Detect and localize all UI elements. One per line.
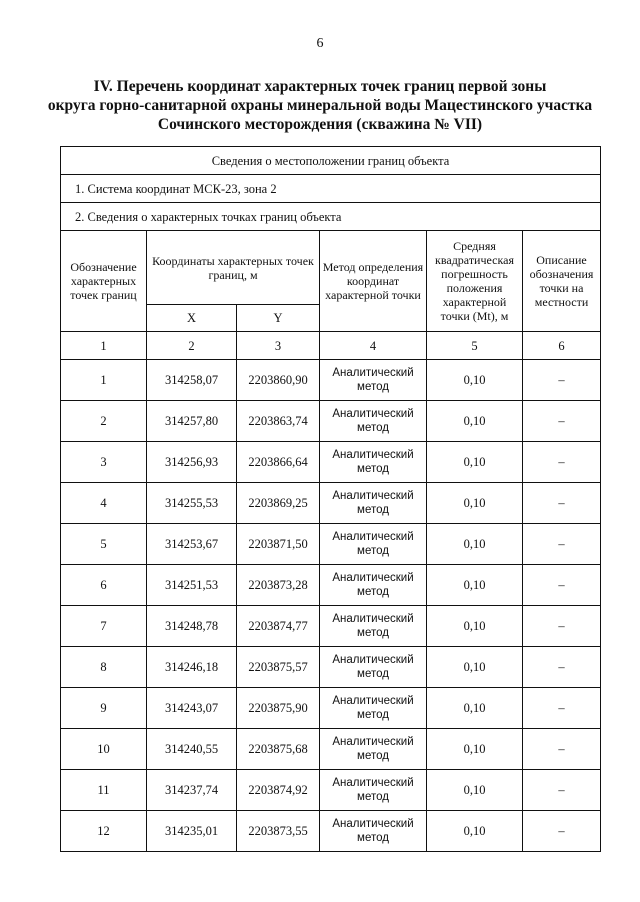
column-number: 6 bbox=[523, 332, 601, 360]
cell-y: 2203873,55 bbox=[237, 811, 320, 852]
cell-point: 7 bbox=[61, 606, 147, 647]
cell-description: – bbox=[523, 401, 601, 442]
cell-rms: 0,10 bbox=[427, 647, 523, 688]
table-row bbox=[61, 606, 601, 647]
cell-x: 314251,53 bbox=[147, 565, 237, 606]
header-coordinates: Координаты характерных точек границ, м bbox=[147, 231, 320, 305]
column-number: 5 bbox=[427, 332, 523, 360]
cell-x: 314237,74 bbox=[147, 770, 237, 811]
cell-description: – bbox=[523, 483, 601, 524]
cell-rms: 0,10 bbox=[427, 729, 523, 770]
cell-point: 9 bbox=[61, 688, 147, 729]
cell-y: 2203875,90 bbox=[237, 688, 320, 729]
table-row bbox=[61, 360, 601, 401]
cell-description: – bbox=[523, 360, 601, 401]
cell-y: 2203863,74 bbox=[237, 401, 320, 442]
heading-line-1: IV. Перечень координат характерных точек границ первой зоны bbox=[93, 78, 547, 95]
cell-description: – bbox=[523, 606, 601, 647]
cell-point: 12 bbox=[61, 811, 147, 852]
column-number: 1 bbox=[61, 332, 147, 360]
cell-x: 314248,78 bbox=[147, 606, 237, 647]
cell-x: 314257,80 bbox=[147, 401, 237, 442]
table-row bbox=[61, 811, 601, 852]
cell-point: 2 bbox=[61, 401, 147, 442]
cell-rms: 0,10 bbox=[427, 524, 523, 565]
table-row bbox=[61, 565, 601, 606]
cell-description: – bbox=[523, 811, 601, 852]
cell-rms: 0,10 bbox=[427, 770, 523, 811]
table-row bbox=[61, 401, 601, 442]
cell-y: 2203875,68 bbox=[237, 729, 320, 770]
column-number: 3 bbox=[237, 332, 320, 360]
coordinate-system: 1. Система координат МСК-23, зона 2 bbox=[61, 175, 601, 203]
cell-rms: 0,10 bbox=[427, 483, 523, 524]
cell-method: Аналитический метод bbox=[320, 483, 427, 524]
cell-y: 2203873,28 bbox=[237, 565, 320, 606]
cell-rms: 0,10 bbox=[427, 401, 523, 442]
points-info: 2. Сведения о характерных точках границ объекта bbox=[61, 203, 601, 231]
column-numbers-row bbox=[61, 332, 601, 360]
cell-method: Аналитический метод bbox=[320, 524, 427, 565]
cell-y: 2203875,57 bbox=[237, 647, 320, 688]
cell-rms: 0,10 bbox=[427, 688, 523, 729]
cell-x: 314253,67 bbox=[147, 524, 237, 565]
column-number: 4 bbox=[320, 332, 427, 360]
cell-rms: 0,10 bbox=[427, 360, 523, 401]
cell-description: – bbox=[523, 524, 601, 565]
heading-line-2: округа горно-санитарной охраны минеральной воды Мацестинского участка bbox=[47, 97, 593, 114]
cell-description: – bbox=[523, 647, 601, 688]
cell-y: 2203874,77 bbox=[237, 606, 320, 647]
table-row bbox=[61, 483, 601, 524]
cell-rms: 0,10 bbox=[427, 606, 523, 647]
cell-y: 2203869,25 bbox=[237, 483, 320, 524]
header-x: X bbox=[147, 305, 237, 332]
cell-rms: 0,10 bbox=[427, 811, 523, 852]
header-point-designation: Обозначение характерных точек границ bbox=[61, 231, 147, 332]
cell-method: Аналитический метод bbox=[320, 729, 427, 770]
cell-point: 1 bbox=[61, 360, 147, 401]
column-number: 2 bbox=[147, 332, 237, 360]
cell-method: Аналитический метод bbox=[320, 606, 427, 647]
cell-point: 3 bbox=[61, 442, 147, 483]
heading-line-3: Сочинского месторождения (скважина № VII) bbox=[157, 116, 483, 133]
cell-point: 11 bbox=[61, 770, 147, 811]
coordinates-table bbox=[60, 146, 601, 852]
header-rms: Средняя квадратическая погрешность положения характерной точки (Mt), м bbox=[427, 231, 523, 332]
header-method: Метод определения координат характерной точки bbox=[320, 231, 427, 332]
cell-method: Аналитический метод bbox=[320, 811, 427, 852]
cell-x: 314256,93 bbox=[147, 442, 237, 483]
cell-x: 314255,53 bbox=[147, 483, 237, 524]
cell-y: 2203866,64 bbox=[237, 442, 320, 483]
cell-description: – bbox=[523, 729, 601, 770]
table-row bbox=[61, 729, 601, 770]
cell-point: 4 bbox=[61, 483, 147, 524]
table-row bbox=[61, 442, 601, 483]
table-row bbox=[61, 647, 601, 688]
cell-x: 314243,07 bbox=[147, 688, 237, 729]
header-y: Y bbox=[237, 305, 320, 332]
cell-rms: 0,10 bbox=[427, 565, 523, 606]
page-number: 6 bbox=[316, 36, 324, 51]
cell-method: Аналитический метод bbox=[320, 565, 427, 606]
cell-method: Аналитический метод bbox=[320, 647, 427, 688]
cell-description: – bbox=[523, 688, 601, 729]
cell-method: Аналитический метод bbox=[320, 442, 427, 483]
cell-method: Аналитический метод bbox=[320, 360, 427, 401]
section-header: Сведения о местоположении границ объекта bbox=[61, 147, 601, 175]
cell-description: – bbox=[523, 442, 601, 483]
cell-point: 10 bbox=[61, 729, 147, 770]
cell-x: 314258,07 bbox=[147, 360, 237, 401]
cell-method: Аналитический метод bbox=[320, 401, 427, 442]
cell-rms: 0,10 bbox=[427, 442, 523, 483]
cell-description: – bbox=[523, 770, 601, 811]
document-heading bbox=[40, 77, 600, 134]
header-description: Описание обозначения точки на местности bbox=[523, 231, 601, 332]
table-row bbox=[61, 770, 601, 811]
cell-x: 314240,55 bbox=[147, 729, 237, 770]
cell-y: 2203860,90 bbox=[237, 360, 320, 401]
cell-y: 2203871,50 bbox=[237, 524, 320, 565]
cell-method: Аналитический метод bbox=[320, 770, 427, 811]
table-row bbox=[61, 688, 601, 729]
cell-point: 6 bbox=[61, 565, 147, 606]
cell-x: 314235,01 bbox=[147, 811, 237, 852]
cell-x: 314246,18 bbox=[147, 647, 237, 688]
cell-y: 2203874,92 bbox=[237, 770, 320, 811]
cell-description: – bbox=[523, 565, 601, 606]
cell-method: Аналитический метод bbox=[320, 688, 427, 729]
table-row bbox=[61, 524, 601, 565]
cell-point: 5 bbox=[61, 524, 147, 565]
cell-point: 8 bbox=[61, 647, 147, 688]
